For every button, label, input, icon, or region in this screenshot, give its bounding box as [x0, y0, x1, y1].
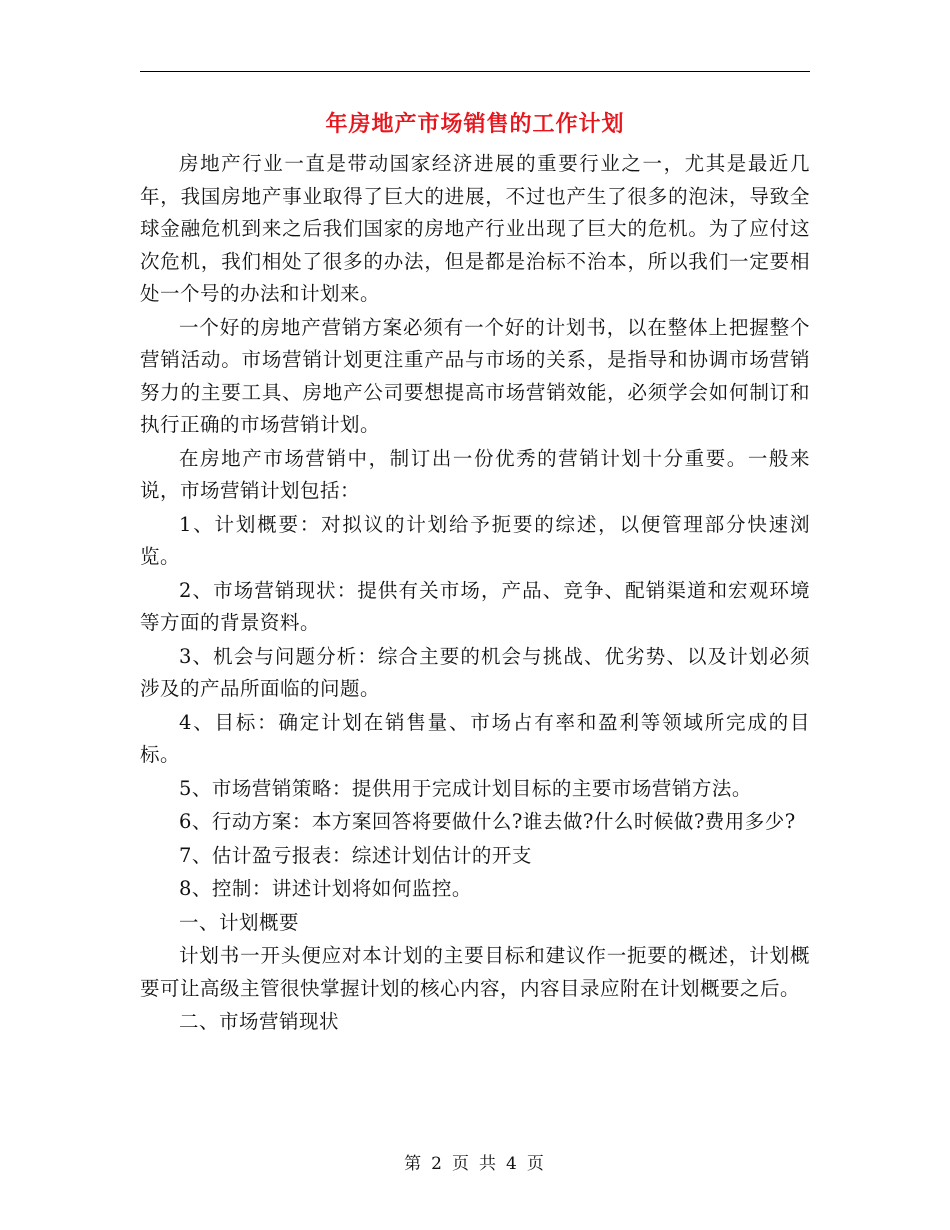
paragraph: 计划书一开头便应对本计划的主要目标和建议作一扼要的概述，计划概要可让高级主管很快掌握计划的核心内容，内容目录应附在计划概要之后。 — [140, 944, 810, 1000]
list-item: 5、市场营销策略：提供用于完成计划目标的主要市场营销方法。 — [179, 776, 752, 800]
page-footer — [0, 1152, 950, 1176]
list-item: 3、机会与问题分析：综合主要的机会与挑战、优劣势、以及计划必须涉及的产品所面临的问题。 — [140, 644, 810, 700]
header-rule — [140, 71, 810, 72]
list-item: 2、市场营销现状：提供有关市场，产品、竞争、配销渠道和宏观环境等方面的背景资料。 — [140, 578, 810, 634]
footer-label-ye: 页 — [452, 1154, 471, 1174]
paragraph: 房地产行业一直是带动国家经济进展的重要行业之一，尤其是最近几年，我国房地产事业取得了巨大的进展，不过也产生了很多的泡沫，导致全球金融危机到来之后我们国家的房地产行业出现了巨大的危机。为了应付这次危机，我们相处了很多的办法，但是都是治标不治本，所以我们一定要相处一个号的办法和计划来。 — [140, 152, 810, 305]
footer-label-ye2: 页 — [526, 1154, 546, 1174]
list-item: 7、估计盈亏报表：综述计划估计的开支 — [179, 843, 532, 867]
list-item: 6、行动方案：本方案回答将要做什么?谁去做?什么时候做?费用多少? — [179, 810, 796, 833]
footer-label-page: 第 — [404, 1154, 424, 1174]
footer-total-pages: 4 — [506, 1154, 519, 1174]
section-heading: 二、市场营销现状 — [179, 1010, 340, 1033]
list-item: 8、控制：讲述计划将如何监控。 — [179, 877, 472, 900]
footer-label-total: 共 — [479, 1154, 498, 1174]
list-item: 1、计划概要：对拟议的计划给予扼要的综述，以便管理部分快速浏览。 — [140, 512, 810, 568]
paragraph: 一个好的房地产营销方案必须有一个好的计划书，以在整体上把握整个营销活动。市场营销计划更注重产品与市场的关系，是指导和协调市场营销努力的主要工具、房地产公司要想提高市场营销效能，必须学会如何制订和执行正确的市场营销计划。 — [140, 315, 810, 436]
document-title: 年房地产市场销售的工作计划 — [325, 112, 625, 137]
document-body — [140, 148, 810, 1039]
list-item: 4、目标：确定计划在销售量、市场占有率和盈利等领域所完成的目标。 — [140, 710, 810, 766]
section-heading: 一、计划概要 — [179, 910, 300, 934]
paragraph: 在房地产市场营销中，制订出一份优秀的营销计划十分重要。一般来说，市场营销计划包括： — [140, 446, 810, 502]
footer-current-page: 2 — [431, 1154, 444, 1174]
